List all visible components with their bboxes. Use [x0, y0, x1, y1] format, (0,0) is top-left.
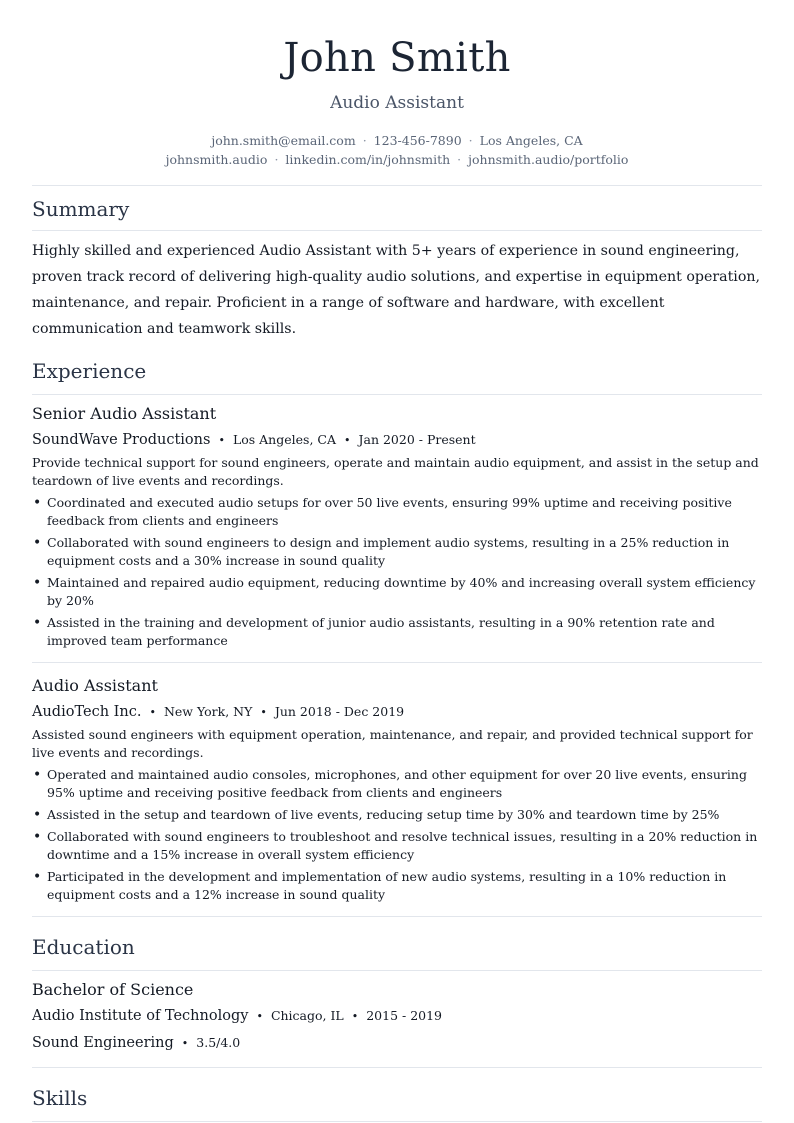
job-description: Assisted sound engineers with equipment operation, maintenance, and repair, and provided technical support for live events and recordings. — [32, 727, 753, 760]
field-line — [32, 1031, 762, 1055]
summary-text: Highly skilled and experienced Audio Assistant with 5+ years of experience in sound engineering, proven track record of delivering high-quality audio solutions, and expertise in equipment operation, maintenance, and repair. Proficient in a range of software and hardware, with excellent communication and teamwork skills. — [32, 243, 761, 337]
separator-dot: · — [274, 152, 279, 167]
achievement-item: • Assisted in the setup and teardown of live events, reducing setup time by 30% and teardown time by 25% — [32, 806, 762, 824]
achievement-item: • Operated and maintained audio consoles, microphones, and other equipment for over 20 live events, ensuring 95% uptime and receiving positive feedback from clients and engineers — [32, 766, 762, 802]
linkedin-link[interactable]: linkedin.com/in/johnsmith — [285, 152, 451, 167]
section-title-skills: Skills — [32, 1086, 88, 1110]
candidate-role: Audio Assistant — [330, 93, 464, 113]
achievement-list — [32, 766, 762, 904]
school-location: Chicago, IL — [270, 1008, 344, 1023]
company-name: SoundWave Productions — [32, 432, 211, 448]
job-entry — [32, 675, 762, 904]
bullet-separator: • — [181, 1037, 189, 1050]
phone-number: 123-456-7890 — [373, 133, 462, 148]
school-name: Audio Institute of Technology — [32, 1008, 249, 1024]
achievement-item: • Participated in the development and implementation of new audio systems, resulting in a 10% reduction in equipment costs and a 12% increase in sound quality — [32, 868, 762, 904]
contact-line-2 — [32, 150, 762, 169]
achievement-list — [32, 494, 762, 650]
job-meta — [32, 428, 762, 452]
candidate-name: John Smith — [283, 35, 511, 81]
bullet-separator: • — [351, 1010, 359, 1023]
bullet-separator: • — [343, 434, 351, 447]
website-link[interactable]: johnsmith.audio — [165, 152, 268, 167]
education-dates: 2015 - 2019 — [366, 1008, 443, 1023]
section-title-summary: Summary — [32, 197, 130, 221]
section-title-experience: Experience — [32, 359, 147, 383]
field-of-study: Sound Engineering — [32, 1035, 174, 1051]
bullet-separator: • — [260, 706, 267, 719]
job-dates: Jan 2020 - Present — [358, 432, 476, 447]
job-location: New York, NY — [163, 704, 253, 719]
separator-dot: · — [457, 152, 462, 167]
education-meta — [32, 1004, 762, 1028]
separator-dot: · — [468, 133, 473, 148]
company-name: AudioTech Inc. — [32, 704, 142, 720]
degree: Bachelor of Science — [32, 980, 194, 999]
portfolio-link[interactable]: johnsmith.audio/portfolio — [468, 152, 629, 167]
divider — [32, 185, 762, 186]
job-location: Los Angeles, CA — [232, 432, 336, 447]
email-link[interactable]: john.smith@email.com — [211, 133, 356, 148]
achievement-item: • Maintained and repaired audio equipment, reducing downtime by 40% and increasing overall system efficiency by 20% — [32, 574, 762, 610]
achievement-item: • Coordinated and executed audio setups for over 50 live events, ensuring 99% uptime and receiving positive feedback from clients and engineers — [32, 494, 762, 530]
achievement-item: • Collaborated with sound engineers to design and implement audio systems, resulting in a 25% reduction in equipment costs and a 30% increase in sound quality — [32, 534, 762, 570]
divider — [32, 1121, 762, 1122]
divider — [32, 916, 762, 917]
job-description: Provide technical support for sound engineers, operate and maintain audio equipment, and assist in the setup and teardown of live events and recordings. — [32, 455, 759, 488]
divider — [32, 394, 762, 395]
job-meta — [32, 700, 762, 724]
bullet-separator: • — [218, 434, 225, 447]
section-title-education: Education — [32, 935, 135, 959]
job-entry — [32, 403, 762, 650]
contact-line-1 — [32, 131, 762, 150]
divider — [32, 970, 762, 971]
bullet-separator: • — [256, 1010, 263, 1023]
job-dates: Jun 2018 - Dec 2019 — [274, 704, 405, 719]
bullet-separator: • — [149, 706, 156, 719]
divider — [32, 662, 762, 663]
separator-dot: · — [362, 133, 367, 148]
gpa: 3.5/4.0 — [196, 1035, 241, 1050]
divider — [32, 1067, 762, 1068]
job-title: Audio Assistant — [32, 676, 158, 695]
achievement-item: • Assisted in the training and development of junior audio assistants, resulting in a 90% retention rate and improved team performance — [32, 614, 762, 650]
resume-header — [32, 0, 762, 169]
location: Los Angeles, CA — [479, 133, 583, 148]
achievement-item: • Collaborated with sound engineers to troubleshoot and resolve technical issues, resulting in a 20% reduction in downtime and a 15% increase in overall system efficiency — [32, 828, 762, 864]
education-entry — [32, 979, 762, 1055]
job-title: Senior Audio Assistant — [32, 404, 217, 423]
divider — [32, 230, 762, 231]
